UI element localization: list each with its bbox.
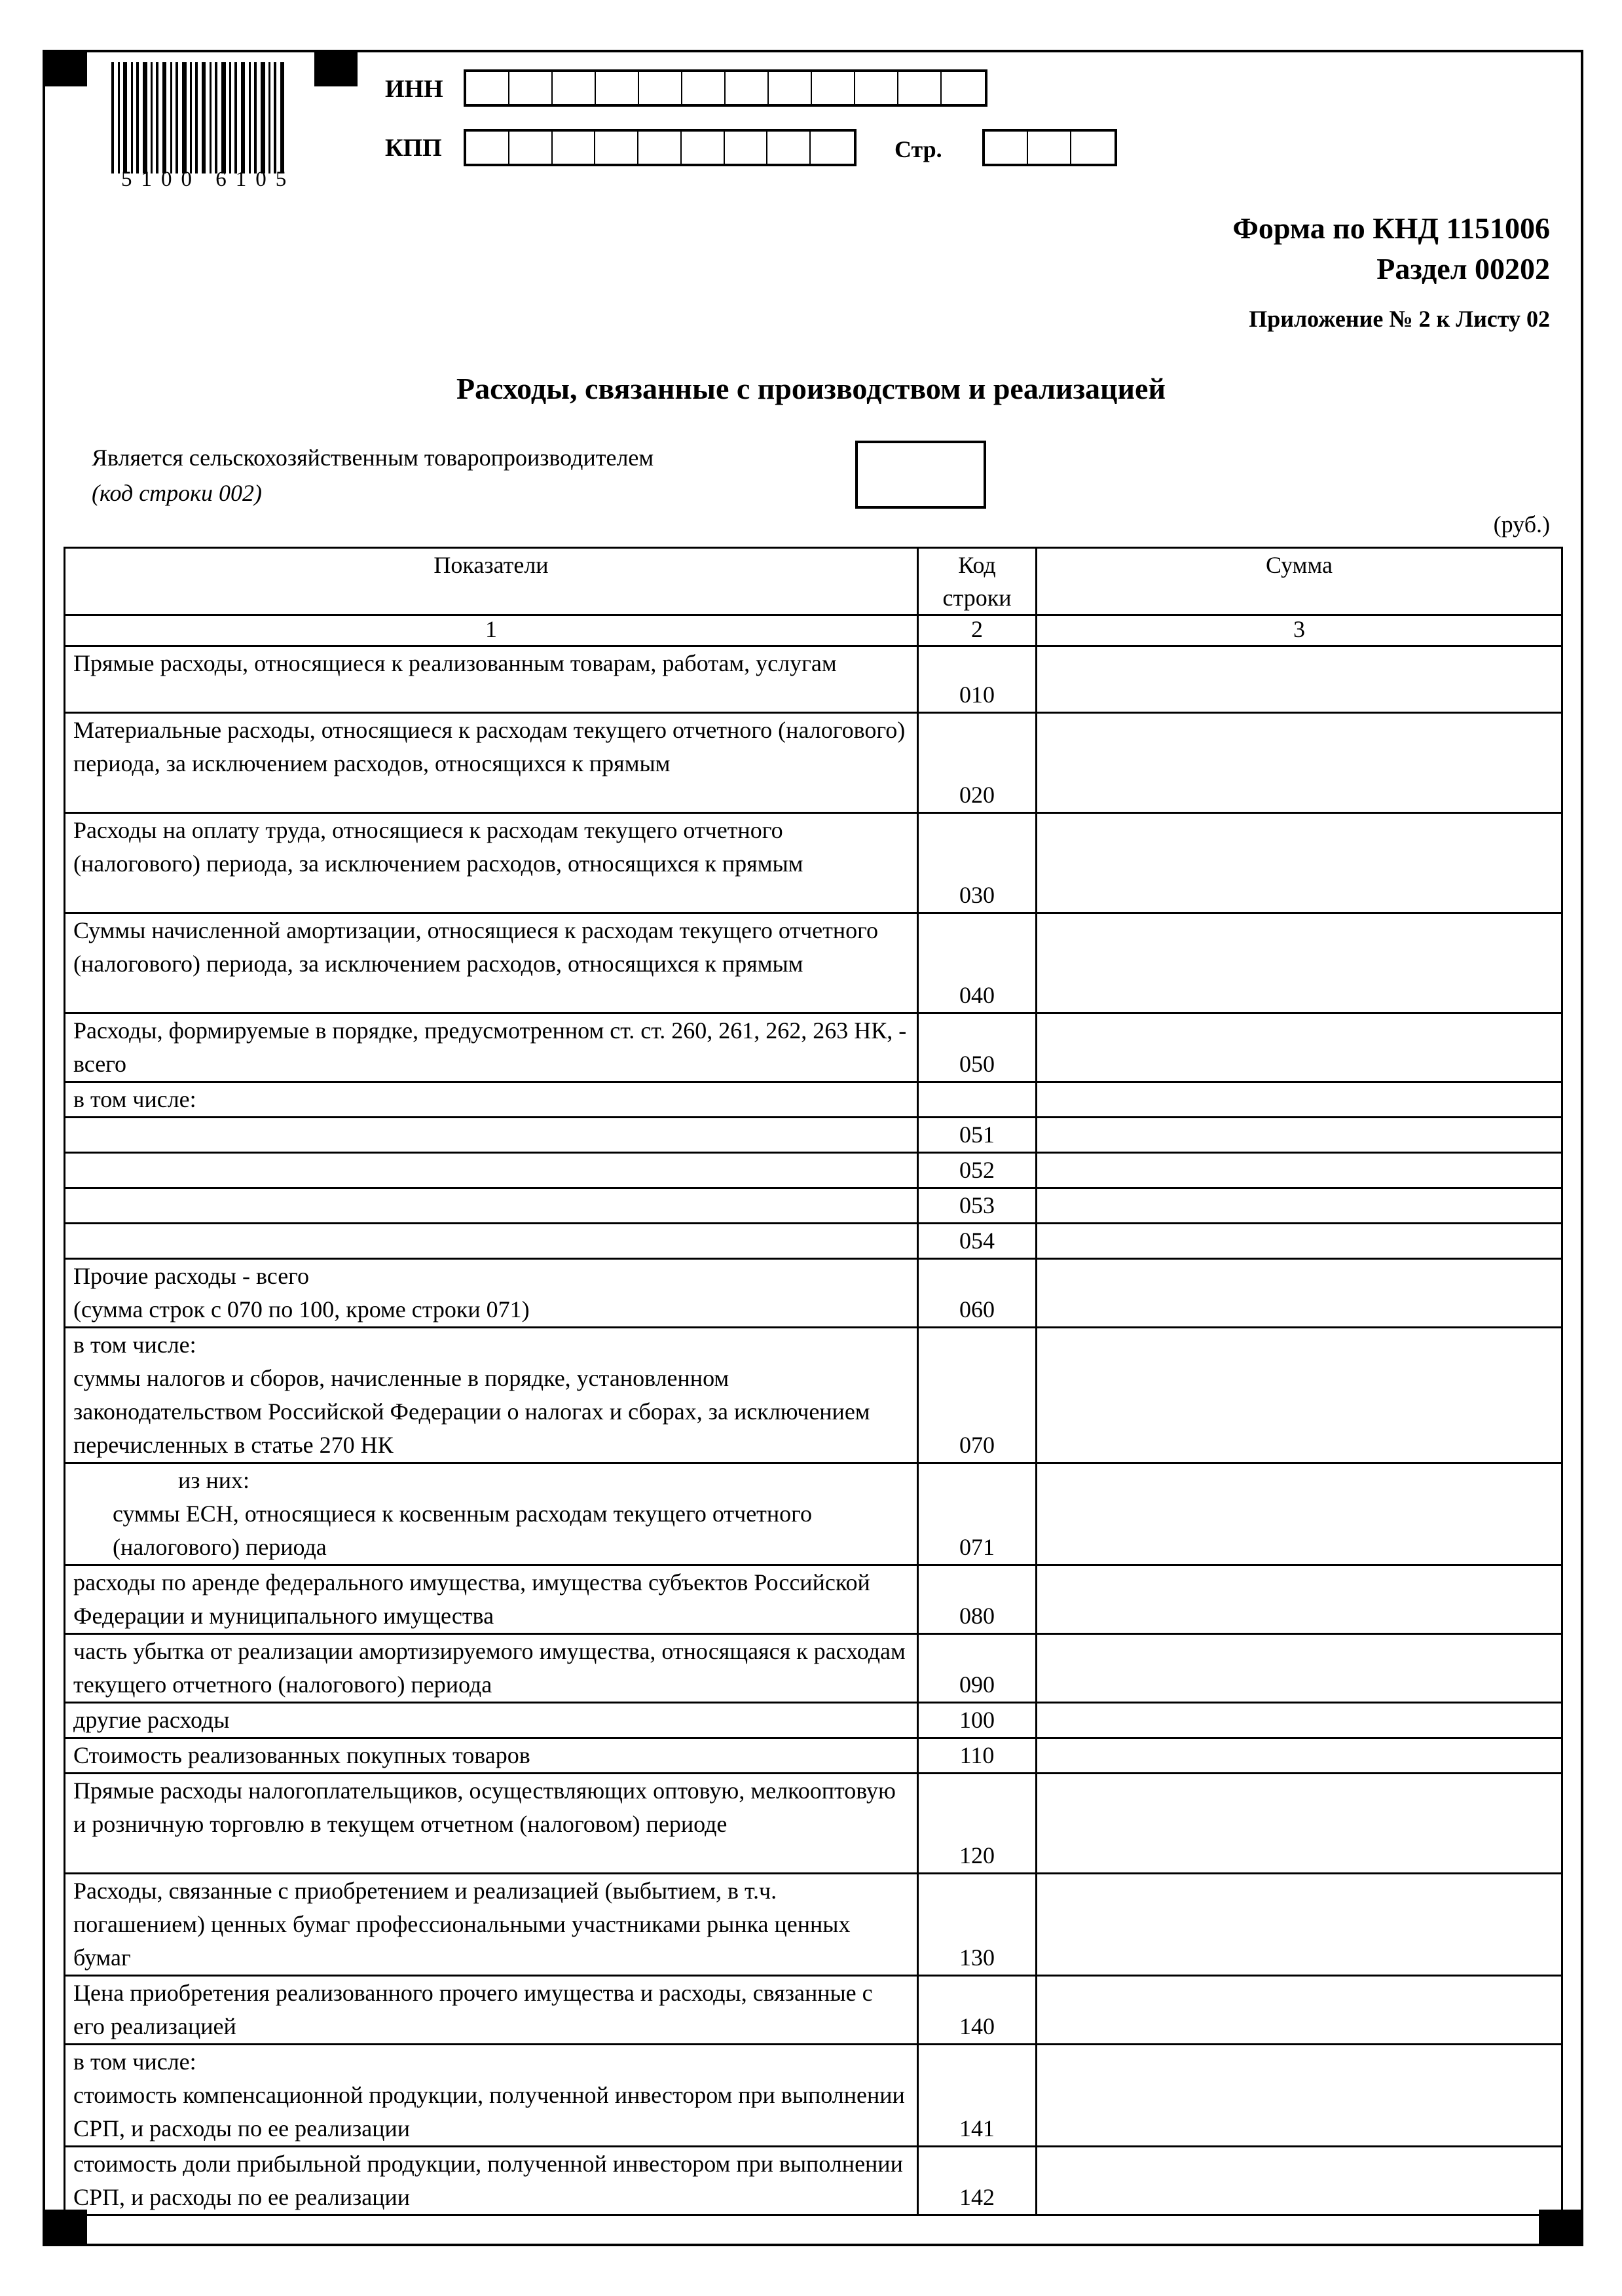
row-label-input[interactable] <box>65 1188 918 1224</box>
row-label-line: стоимость компенсационной продукции, полученной инвестором при выполнении СРП, и расходы по ее реализации <box>73 2082 905 2141</box>
inn-field[interactable] <box>464 69 987 107</box>
row-code: 020 <box>918 713 1037 813</box>
row-label <box>65 1463 918 1565</box>
row-label-line: Прочие расходы - всего <box>73 1263 310 1289</box>
row-label: часть убытка от реализации амортизируемого имущества, относящаяся к расходам текущего отчетного (налогового) периода <box>65 1634 918 1703</box>
table-number-row <box>65 615 1562 646</box>
row-sum-input[interactable] <box>1037 813 1562 913</box>
table-row <box>65 1118 1562 1153</box>
inn-label: ИНН <box>385 75 443 103</box>
column-number: 2 <box>918 615 1037 646</box>
row-code: 070 <box>918 1328 1037 1463</box>
row-label-input[interactable] <box>65 1224 918 1259</box>
row-sum-input[interactable] <box>1037 2045 1562 2147</box>
table-row <box>65 1565 1562 1634</box>
row-sum-input[interactable] <box>1037 1565 1562 1634</box>
table-row <box>65 2045 1562 2147</box>
table-row <box>65 1224 1562 1259</box>
row-label-line: в том числе: <box>73 1332 196 1358</box>
row-sum-input[interactable] <box>1037 913 1562 1013</box>
barcode-digits: 5100 6105 <box>121 168 296 191</box>
appendix-label: Приложение № 2 к Листу 02 <box>1249 306 1550 332</box>
row-sum-input[interactable] <box>1037 1874 1562 1976</box>
row-code: 080 <box>918 1565 1037 1634</box>
agri-producer-input[interactable] <box>855 441 986 509</box>
row-code: 071 <box>918 1463 1037 1565</box>
table-row <box>65 713 1562 813</box>
header-code-line1: Код <box>958 552 996 578</box>
row-sum-input[interactable] <box>1037 1976 1562 2045</box>
row-label-line: из них: <box>178 1467 250 1493</box>
table-row <box>65 1774 1562 1874</box>
table-row <box>65 913 1562 1013</box>
row-sum-input[interactable] <box>1037 1118 1562 1153</box>
row-label: Прямые расходы налогоплательщиков, осуществляющих оптовую, мелкооптовую и розничную торговлю в текущем отчетном (налоговом) периоде <box>65 1774 918 1874</box>
row-label: Суммы начисленной амортизации, относящиеся к расходам текущего отчетного (налогового) периода, за исключением расходов, относящихся к прямым <box>65 913 918 1013</box>
table-row <box>65 646 1562 713</box>
row-label: Расходы, формируемые в порядке, предусмотренном ст. ст. 260, 261, 262, 263 НК, - всего <box>65 1013 918 1082</box>
row-sum-input[interactable] <box>1037 1153 1562 1188</box>
table-row <box>65 1874 1562 1976</box>
row-code: 130 <box>918 1874 1037 1976</box>
row-code: 120 <box>918 1774 1037 1874</box>
row-sum-input[interactable] <box>1037 1463 1562 1565</box>
table-row <box>65 1082 1562 1118</box>
row-code: 140 <box>918 1976 1037 2045</box>
section-code: Раздел 00202 <box>1376 252 1550 285</box>
row-sum-input[interactable] <box>1037 1738 1562 1774</box>
unit-label: (руб.) <box>1493 511 1550 538</box>
agri-producer-code: (код строки 002) <box>92 480 262 506</box>
header-indicators: Показатели <box>65 548 918 615</box>
page-label: Стр. <box>894 136 942 162</box>
row-label: стоимость доли прибыльной продукции, полученной инвестором при выполнении СРП, и расходы по ее реализации <box>65 2147 918 2215</box>
agri-producer-label <box>92 440 654 511</box>
row-sum-input[interactable] <box>1037 1774 1562 1874</box>
row-label: другие расходы <box>65 1703 918 1738</box>
row-code: 051 <box>918 1118 1037 1153</box>
row-code: 053 <box>918 1188 1037 1224</box>
row-label: Материальные расходы, относящиеся к расходам текущего отчетного (налогового) периода, за исключением расходов, относящихся к прямым <box>65 713 918 813</box>
table-row <box>65 2147 1562 2215</box>
row-code: 052 <box>918 1153 1037 1188</box>
page-title: Расходы, связанные с производством и реализацией <box>456 372 1166 405</box>
table-row <box>65 1634 1562 1703</box>
row-code: 142 <box>918 2147 1037 2215</box>
row-label: в том числе: <box>65 1082 918 1118</box>
row-code: 040 <box>918 913 1037 1013</box>
row-sum-input[interactable] <box>1037 2147 1562 2215</box>
row-code <box>918 1082 1037 1118</box>
table-header-row <box>65 548 1562 615</box>
row-label: Расходы, связанные с приобретением и реализацией (выбытием, в т.ч. погашением) ценных бумаг профессиональными участниками рынка ценных бумаг <box>65 1874 918 1976</box>
kpp-field[interactable] <box>464 129 857 166</box>
row-sum-input[interactable] <box>1037 1328 1562 1463</box>
header-sum: Сумма <box>1037 548 1562 615</box>
form-code: Форма по КНД 1151006 <box>1232 211 1550 245</box>
row-sum-input[interactable] <box>1037 1082 1562 1118</box>
table-row <box>65 1328 1562 1463</box>
row-label: Стоимость реализованных покупных товаров <box>65 1738 918 1774</box>
row-sum-input[interactable] <box>1037 1703 1562 1738</box>
row-code: 060 <box>918 1259 1037 1328</box>
row-label-line: суммы налогов и сборов, начисленные в порядке, установленном законодательством Российской Федерации о налогах и сборах, за исключением перечисленных в статье 270 НК <box>73 1365 870 1458</box>
row-code: 030 <box>918 813 1037 913</box>
row-label: расходы по аренде федерального имущества, имущества субъектов Российской Федерации и муниципального имущества <box>65 1565 918 1634</box>
page-number-field[interactable] <box>982 129 1117 166</box>
table-row <box>65 1463 1562 1565</box>
row-sum-input[interactable] <box>1037 713 1562 813</box>
row-sum-input[interactable] <box>1037 1224 1562 1259</box>
expenses-table <box>64 547 1563 2216</box>
row-code: 100 <box>918 1703 1037 1738</box>
header-code-line2: строки <box>942 585 1012 611</box>
kpp-label: КПП <box>385 134 442 162</box>
table-row <box>65 1259 1562 1328</box>
row-sum-input[interactable] <box>1037 1013 1562 1082</box>
table-row <box>65 1013 1562 1082</box>
row-code: 110 <box>918 1738 1037 1774</box>
row-code: 090 <box>918 1634 1037 1703</box>
row-sum-input[interactable] <box>1037 646 1562 713</box>
header-code <box>918 548 1037 615</box>
row-label: Расходы на оплату труда, относящиеся к расходам текущего отчетного (налогового) периода, за исключением расходов, относящихся к прямым <box>65 813 918 913</box>
row-label <box>65 2045 918 2147</box>
column-number: 1 <box>65 615 918 646</box>
agri-producer-text: Является сельскохозяйственным товаропроизводителем <box>92 445 654 471</box>
row-code: 010 <box>918 646 1037 713</box>
row-sum-input[interactable] <box>1037 1634 1562 1703</box>
row-label-line: суммы ЕСН, относящиеся к косвенным расходам текущего отчетного (налогового) периода <box>113 1501 813 1560</box>
row-label <box>65 1328 918 1463</box>
row-label-input[interactable] <box>65 1118 918 1153</box>
row-label: Прямые расходы, относящиеся к реализованным товарам, работам, услугам <box>65 646 918 713</box>
row-label-line: в том числе: <box>73 2049 196 2075</box>
row-code: 141 <box>918 2045 1037 2147</box>
row-code: 050 <box>918 1013 1037 1082</box>
row-label-input[interactable] <box>65 1153 918 1188</box>
column-number: 3 <box>1037 615 1562 646</box>
row-sum-input[interactable] <box>1037 1259 1562 1328</box>
row-label-line: (сумма строк с 070 по 100, кроме строки 071) <box>73 1296 530 1322</box>
table-row <box>65 1153 1562 1188</box>
table-row <box>65 813 1562 913</box>
row-label: Цена приобретения реализованного прочего имущества и расходы, связанные с его реализацией <box>65 1976 918 2045</box>
table-row <box>65 1188 1562 1224</box>
table-row <box>65 1703 1562 1738</box>
table-row <box>65 1976 1562 2045</box>
row-label <box>65 1259 918 1328</box>
row-code: 054 <box>918 1224 1037 1259</box>
table-row <box>65 1738 1562 1774</box>
row-sum-input[interactable] <box>1037 1188 1562 1224</box>
